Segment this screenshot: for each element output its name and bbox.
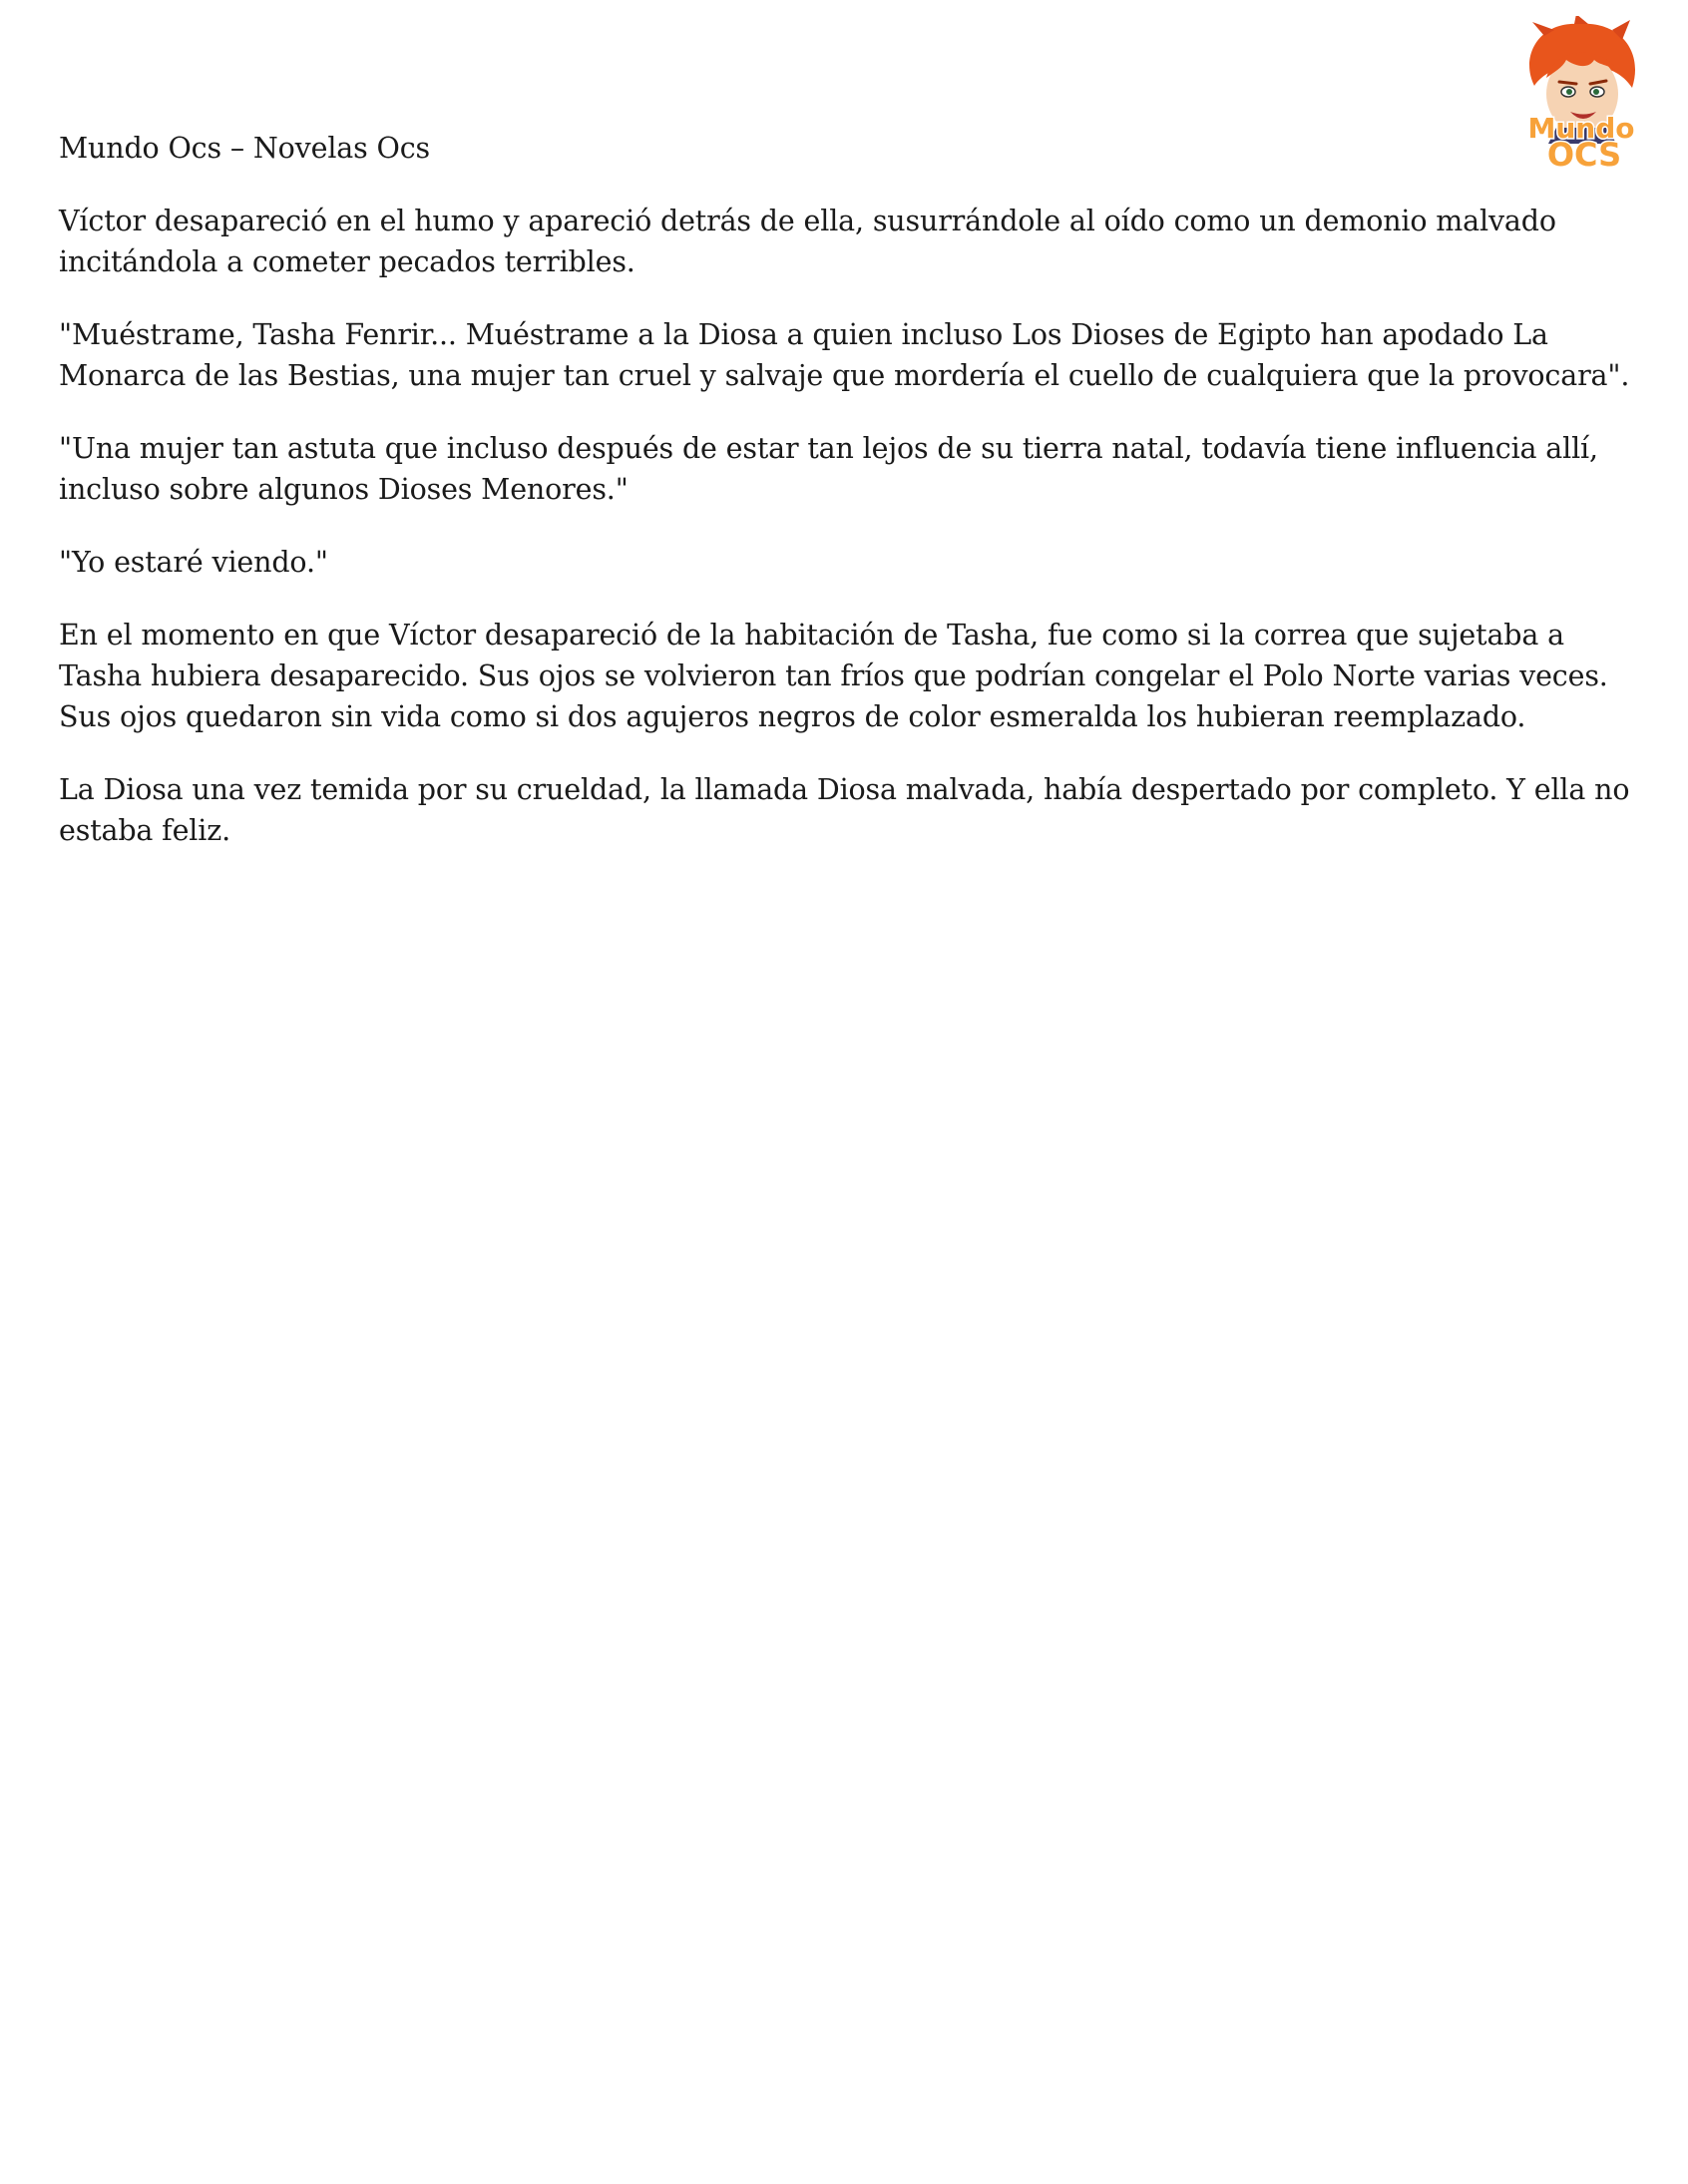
paragraph: Víctor desapareció en el humo y apareció detrás de ella, susurrándole al oído como un demonio malvado incitándola a cometer pecados terribles. xyxy=(59,205,1556,278)
paragraph: "Muéstrame, Tasha Fenrir... Muéstrame a la Diosa a quien incluso Los Dioses de Egipto han apodado La Monarca de las Bestias, una mujer tan cruel y salvaje que mordería el cuello de cualquiera que la provocara". xyxy=(59,318,1630,392)
page-header: Mundo Ocs – Novelas Ocs xyxy=(59,132,431,165)
logo-text-mundo: Mundo xyxy=(1527,112,1635,145)
document-body xyxy=(59,128,1645,883)
paragraph: En el momento en que Víctor desapareció de la habitación de Tasha, fue como si la correa que sujetaba a Tasha hubiera desaparecido. Sus ojos se volvieron tan fríos que podrían congelar el Polo Norte varias veces. Sus ojos quedaron sin vida como si dos agujeros negros de color esmeralda los hubieran reemplazado. xyxy=(59,619,1608,733)
logo-text-ocs: OCS xyxy=(1546,136,1622,172)
paragraph: La Diosa una vez temida por su crueldad, la llamada Diosa malvada, había despertado por completo. Y ella no estaba feliz. xyxy=(59,773,1630,847)
paragraph: "Una mujer tan astuta que incluso después de estar tan lejos de su tierra natal, todavía tiene influencia allí, incluso sobre algunos Dioses Menores." xyxy=(59,432,1598,506)
paragraph: "Yo estaré viendo." xyxy=(59,546,328,579)
